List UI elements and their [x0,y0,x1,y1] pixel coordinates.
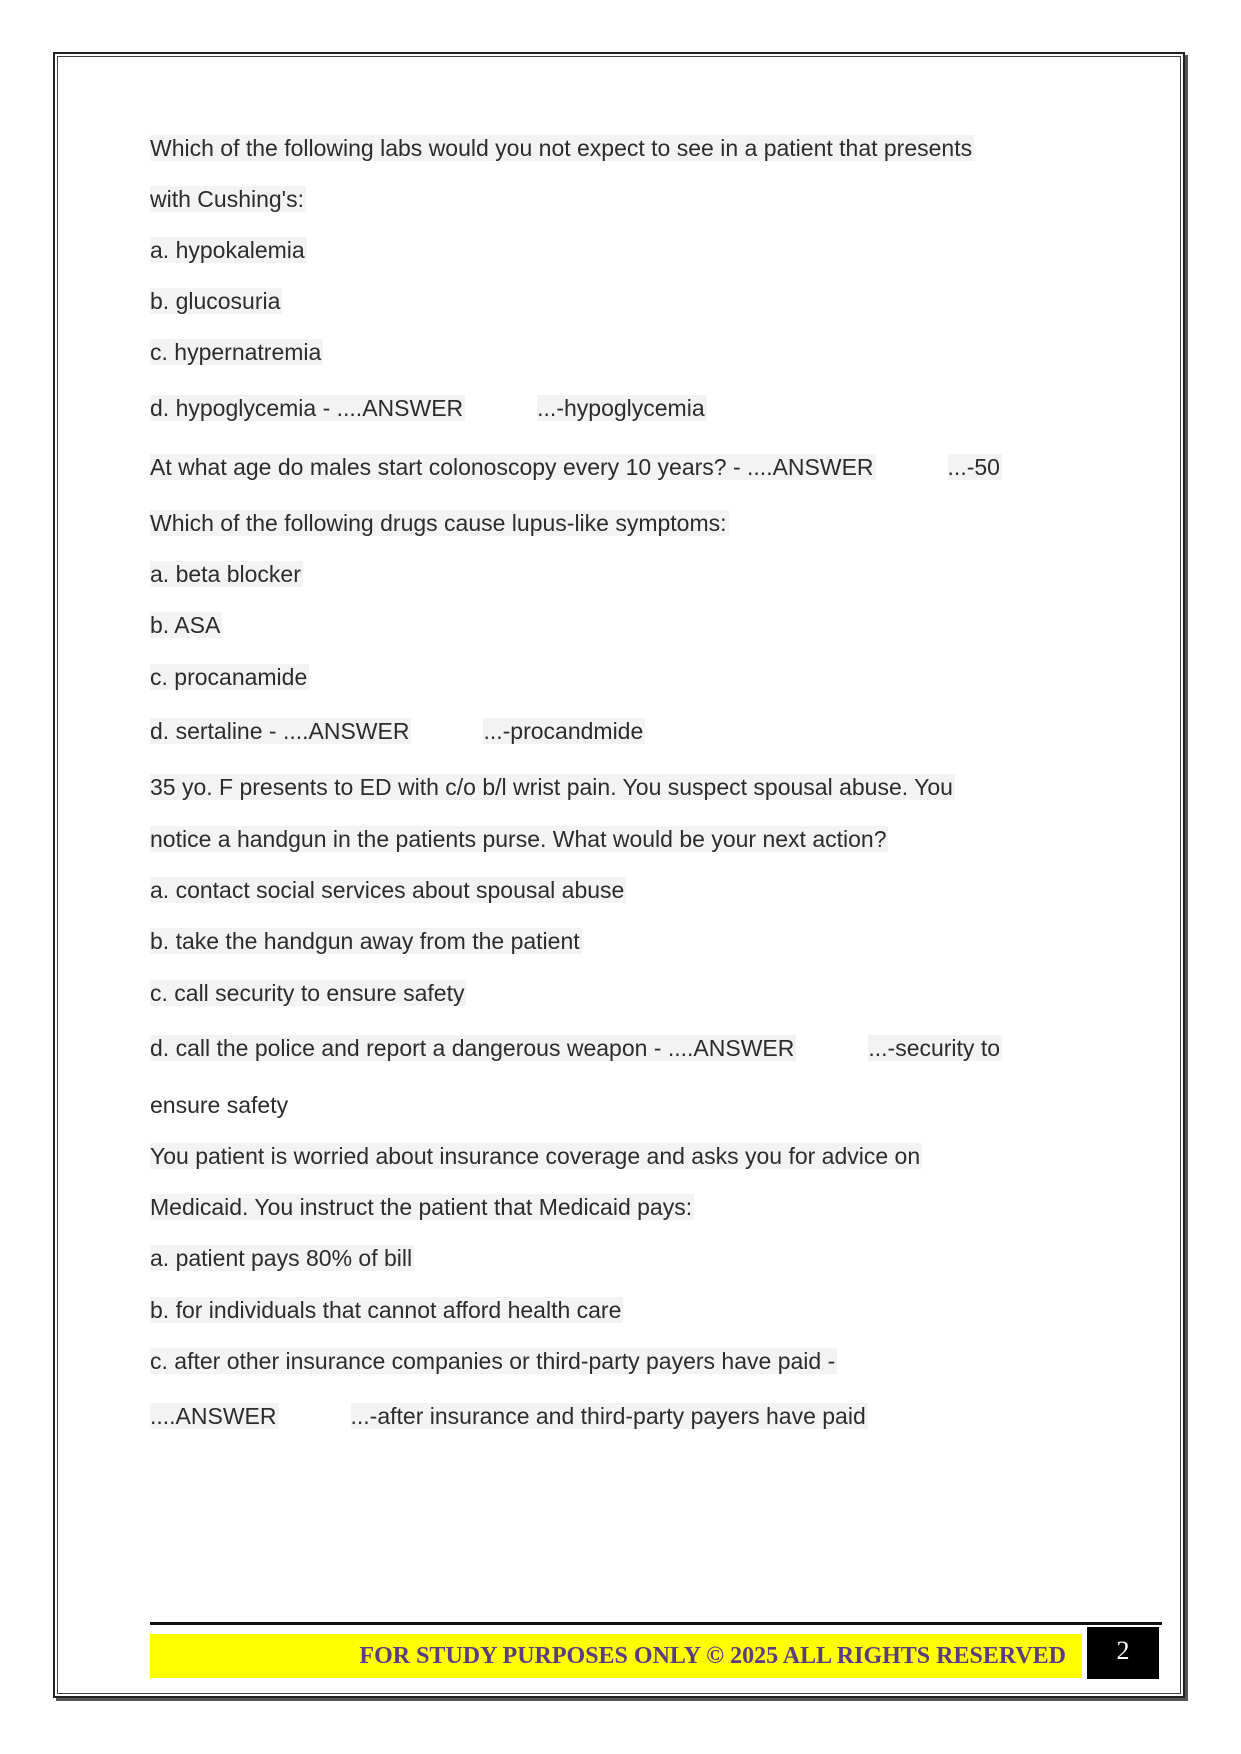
option-line: c. procanamide [150,664,308,690]
option-line: b. for individuals that cannot afford health care [150,1297,622,1323]
option-line: b. glucosuria [150,288,281,314]
option-line: a. patient pays 80% of bill [150,1245,413,1271]
option-line: a. beta blocker [150,561,301,587]
footer-divider [150,1622,1162,1625]
option-line: c. after other insurance companies or third-party payers have paid - [150,1348,836,1374]
option-line: b. ASA [150,612,221,638]
answer-line: At what age do males start colonoscopy every 10 years? - ....ANSWER ...-50 [150,450,1002,484]
option-line: c. call security to ensure safety [150,980,465,1006]
text-line: Which of the following labs would you not expect to see in a patient that presents [150,135,973,161]
answer-value: ...-hypoglycemia [537,395,705,421]
option-line: a. hypokalemia [150,237,305,263]
option-line: a. contact social services about spousal abuse [150,877,625,903]
answer-line: d. call the police and report a dangerous weapon - ....ANSWER ...-security to [150,1031,1002,1065]
answer-line: ....ANSWER ...-after insurance and third-party payers have paid [150,1399,868,1433]
answer-value: ...-after insurance and third-party payers have paid [350,1403,866,1429]
footer-notice: FOR STUDY PURPOSES ONLY © 2025 ALL RIGHTS RESERVED [150,1634,1082,1678]
text-line: notice a handgun in the patients purse. What would be your next action? [150,826,887,852]
text-line: ensure safety [150,1092,289,1118]
answer-value: ...-50 [947,454,1000,480]
answer-value: ...-security to [868,1035,1001,1061]
page-number: 2 [1087,1627,1159,1679]
answer-value: ...-procandmide [483,718,644,744]
text-line: 35 yo. F presents to ED with c/o b/l wrist pain. You suspect spousal abuse. You [150,774,953,800]
text-line: Medicaid. You instruct the patient that Medicaid pays: [150,1194,693,1220]
answer-line: d. sertaline - ....ANSWER ...-procandmide [150,714,645,748]
text-line: with Cushing's: [150,186,304,212]
text-line: Which of the following drugs cause lupus-like symptoms: [150,510,727,536]
option-line: b. take the handgun away from the patient [150,928,580,954]
answer-line: d. hypoglycemia - ....ANSWER ...-hypoglycemia [150,391,707,425]
text-line: You patient is worried about insurance coverage and asks you for advice on [150,1143,921,1169]
option-line: c. hypernatremia [150,339,322,365]
